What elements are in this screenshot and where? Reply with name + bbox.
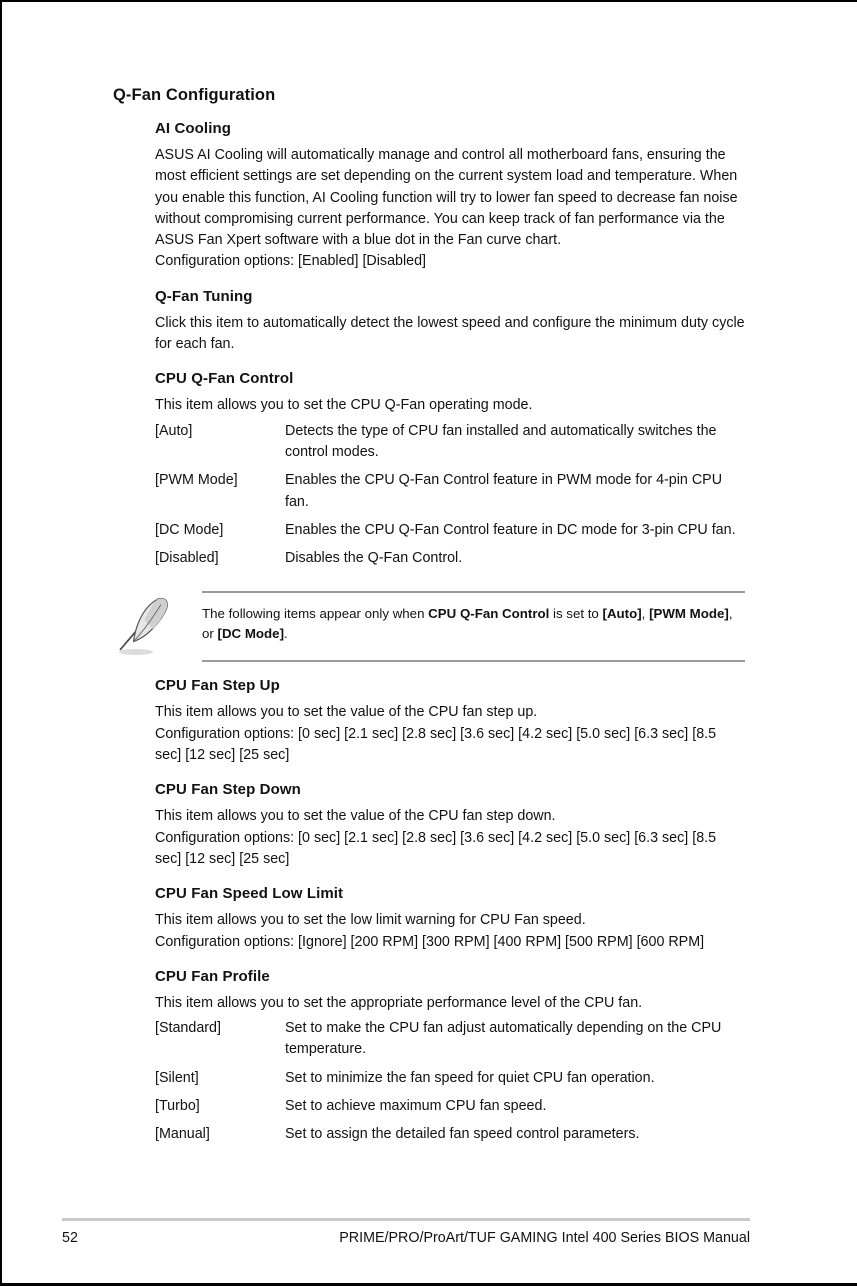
definition-term: [Turbo] (155, 1098, 200, 1115)
config-options: Configuration options: [0 sec] [2.1 sec] [2.8 sec] [3.6 sec] [4.2 sec] [5.0 sec] [6.3 sec] [8.5 sec] [12 sec] [25 sec] (155, 829, 717, 867)
footer-row (62, 1230, 750, 1246)
definition-term: [Manual] (155, 1126, 210, 1143)
definition-row (155, 520, 745, 541)
section-heading: CPU Q-Fan Control (155, 370, 294, 388)
definition-desc: Set to achieve maximum CPU fan speed. (285, 1098, 547, 1115)
definition-term: [Auto] (155, 422, 193, 439)
definition-desc: Enables the CPU Q-Fan Control feature in PWM mode for 4-pin CPU fan. (285, 472, 723, 510)
definition-desc: Set to make the CPU fan adjust automatically depending on the CPU temperature. (285, 1020, 722, 1058)
definition-desc: Set to assign the detailed fan speed control parameters. (285, 1126, 640, 1143)
section-cpu-fan-profile (155, 968, 745, 1146)
section-cpu-q-fan-control (155, 370, 745, 569)
section-heading: CPU Fan Step Down (155, 781, 301, 799)
note-segment: , (641, 606, 650, 622)
definition-term: [DC Mode] (155, 521, 224, 538)
section-heading: CPU Fan Profile (155, 967, 270, 985)
page-number: 52 (62, 1230, 78, 1246)
page-content (2, 2, 857, 1146)
definition-list (155, 1018, 745, 1145)
page-title: Q-Fan Configuration (113, 86, 276, 104)
section-ai-cooling (155, 120, 745, 273)
note-segment: The following items appear only when (202, 606, 429, 622)
definition-row (155, 1068, 745, 1089)
note-text (202, 591, 745, 662)
section-body: This item allows you to set the CPU Q-Fan operating mode. (155, 397, 533, 414)
section-q-fan-tuning (155, 288, 745, 356)
footer-divider (62, 1218, 750, 1221)
section-body: This item allows you to set the low limit warning for CPU Fan speed. (155, 912, 586, 929)
note-segment-bold: [Auto] (602, 606, 642, 622)
section-heading: Q-Fan Tuning (155, 287, 253, 305)
definition-row (155, 421, 745, 464)
definition-desc: Enables the CPU Q-Fan Control feature in DC mode for 3-pin CPU fan. (285, 521, 736, 538)
definition-row (155, 470, 745, 513)
section-heading: CPU Fan Speed Low Limit (155, 885, 344, 903)
section-body: Click this item to automatically detect the lowest speed and configure the minimum duty cycle for each fan. (155, 314, 745, 353)
config-options: Configuration options: [Ignore] [200 RPM] [300 RPM] [400 RPM] [500 RPM] [600 RPM] (155, 933, 705, 950)
section-body: ASUS AI Cooling will automatically manage and control all motherboard fans, ensuring the most efficient settings are set depending on the current system load and temperature. When you enable this function, AI Cooling function will try to lower fan speed to decrease fan noise without compromising current performance. You can keep track of fan performance via the ASUS Fan Xpert software with a blue dot in the Fan curve chart. (155, 147, 738, 249)
definition-row (155, 1096, 745, 1117)
section-body: This item allows you to set the value of the CPU fan step down. (155, 808, 556, 825)
section-cpu-fan-step-up (155, 677, 745, 766)
config-options: Configuration options: [Enabled] [Disabled] (155, 253, 427, 270)
note-segment: , or (202, 606, 733, 642)
section-cpu-fan-speed-low-limit (155, 885, 745, 953)
definition-term: [Disabled] (155, 550, 219, 567)
note-segment-bold: CPU Q-Fan Control (428, 606, 550, 622)
definition-desc: Disables the Q-Fan Control. (285, 550, 463, 567)
section-heading: AI Cooling (155, 120, 231, 137)
definition-list (155, 421, 745, 570)
definition-row (155, 548, 745, 569)
definition-term: [PWM Mode] (155, 472, 238, 489)
section-heading: CPU Fan Step Up (155, 677, 280, 695)
note-box (113, 591, 745, 662)
definition-term: [Silent] (155, 1069, 199, 1086)
quill-pen-icon (113, 591, 202, 662)
definition-desc: Detects the type of CPU fan installed and automatically switches the control modes. (285, 422, 717, 460)
definition-term: [Standard] (155, 1020, 221, 1037)
note-segment-bold: [DC Mode] (217, 626, 285, 642)
note-segment: is set to (549, 606, 603, 622)
section-body: This item allows you to set the value of the CPU fan step up. (155, 704, 538, 721)
definition-desc: Set to minimize the fan speed for quiet CPU fan operation. (285, 1069, 655, 1086)
section-cpu-fan-step-down (155, 781, 745, 870)
section-body: This item allows you to set the appropriate performance level of the CPU fan. (155, 994, 643, 1011)
note-segment: . (284, 626, 288, 642)
note-segment-bold: [PWM Mode] (649, 606, 729, 622)
manual-title: PRIME/PRO/ProArt/TUF GAMING Intel 400 Series BIOS Manual (339, 1230, 750, 1246)
definition-row (155, 1124, 745, 1145)
definition-row (155, 1018, 745, 1061)
config-options: Configuration options: [0 sec] [2.1 sec] [2.8 sec] [3.6 sec] [4.2 sec] [5.0 sec] [6.3 sec] [8.5 sec] [12 sec] [25 sec] (155, 725, 717, 764)
page-footer (62, 1218, 750, 1246)
